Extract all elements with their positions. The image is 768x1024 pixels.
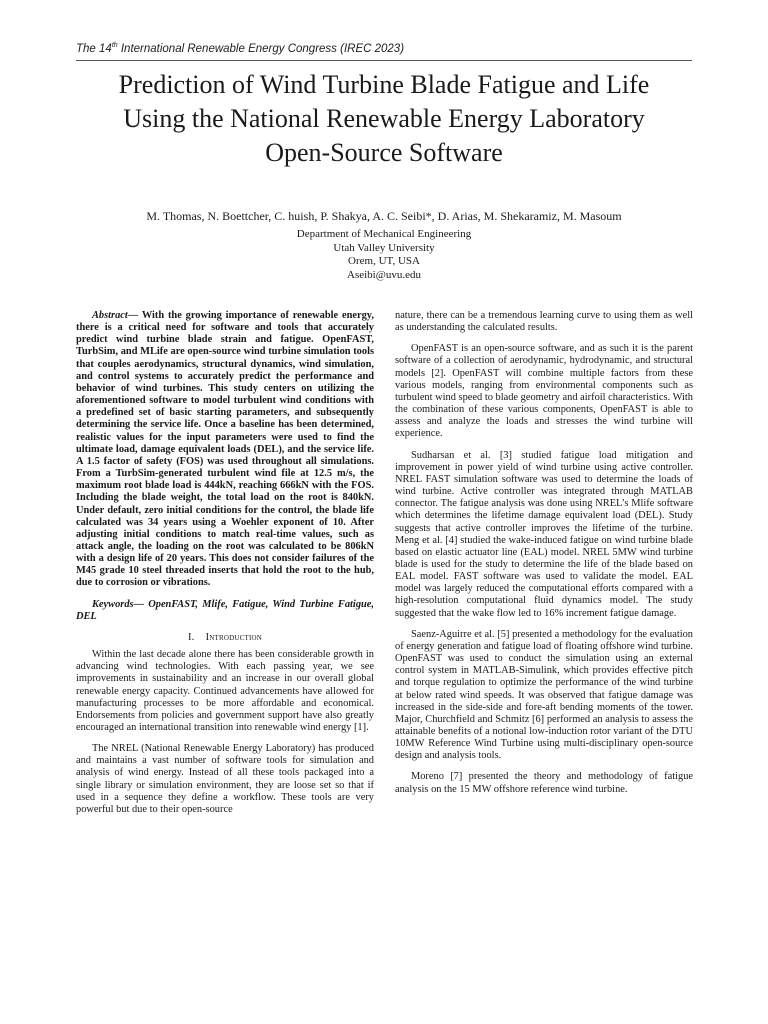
- abstract-label: Abstract: [92, 310, 128, 321]
- left-paragraph-1: Within the last decade alone there has been considerable growth in advancing wind technologies. With each passing year, we see improvements in sustainability and an increase in our overall global renewable energy capacity. Continued advancements have allowed for manufacturing processes to be more affordable and economical. Endorsements from policies and government support have also greatly encouraged an international transition into renewable wind energy [1].: [76, 649, 374, 733]
- left-column: [76, 310, 374, 825]
- affiliation: [60, 228, 708, 282]
- affiliation-univ: Utah Valley University: [333, 241, 435, 254]
- section-number: I.: [187, 631, 195, 643]
- right-paragraph-5: Moreno [7] presented the theory and methodology of fatigue analysis on the 15 MW offshore reference wind turbine.: [395, 771, 693, 795]
- title-line-2: Using the National Renewable Energy Laboratory: [123, 104, 645, 133]
- header-rest: International Renewable Energy Congress (IREC 2023): [117, 42, 405, 55]
- conference-header: [76, 42, 404, 55]
- authors: M. Thomas, N. Boettcher, C. huish, P. Shakya, A. C. Seibi*, D. Arias, M. Shekaramiz, M. Masoum: [146, 209, 622, 223]
- section-title: Introduction: [205, 631, 263, 643]
- right-paragraph-4: Saenz-Aguirre et al. [5] presented a methodology for the evaluation of energy generation and fatigue load of floating offshore wind turbine. OpenFAST was used to conduct the simulation using an external control system in MATLAB-Simulink, which provides effective pitch and torque regulation to optimize the performance of the wind turbine at below rated wind speeds. It was observed that fatigue damage was increased in the side-side and fore-aft bending moments of the tower. Major, Churchfield and Schmitz [6] performed an analysis to assess the attainable benefits of a notional low-induction rotor variant of the DTU 10MW Reference Wind Turbine using multi-disciplinary open-source design and analysis tools.: [395, 628, 693, 762]
- keywords-label: Keywords: [92, 598, 134, 610]
- title-line-1: Prediction of Wind Turbine Blade Fatigue and Life: [118, 70, 650, 99]
- abstract-text: — With the growing importance of renewable energy, there is a critical need for software and tools that accurately predict wind turbine blade strain and fatigue. OpenFAST, TurbSim, and MLife are open-source wind turbine simulation tools that couples aerodynamics, structural dynamics, wind simulation, and control systems to accurately predict the performance and behavior of wind turbines. This study centers on utilizing the aforementioned software to model turbulent wind conditions with a predefined set of basic starting parameters, and subsequently determining the service life. Once a baseline has been determined, realistic values for the input parameters were used to find the ultimate load, damage equivalent loads (DEL), and the service life. A 1.5 factor of safety (FOS) was used throughout all simulations. From a TurbSim-generated turbulent wind file at 12.5 m/s, the maximum root blade load is 444kN, reaching 666kN with the FOS. Including the blade weight, the total load on the root is 840kN. Under default, zero initial conditions for the control, the blade life calculated was 34 years using a Woehler exponent of 10. After adjusting initial conditions to match real-time values, such as attack angle, the loading on the root was calculated to be 806kN with a design life of 20 years. This does not consider failures of the M45 grade 10 steel threaded inserts that hold the root to the hub, due to corrosion or vibrations.: [76, 310, 374, 589]
- right-paragraph-2: OpenFAST is an open-source software, and as such it is the parent software of a collection of aerodynamic, hydrodynamic, and structural models [2]. OpenFAST will combine multiple factors from these various models, ranging from environmental components such as turbulent wind speed to blade geometry and airfoil characteristics. With the combination of these various components, OpenFAST is able to assess and analyze the loads and stresses the wind turbine will experience.: [395, 343, 693, 440]
- right-paragraph-1: nature, there can be a tremendous learning curve to using them as well as understanding the calculated results.: [395, 310, 693, 334]
- affiliation-city: Orem, UT, USA: [348, 255, 420, 268]
- right-paragraph-3: Sudharsan et al. [3] studied fatigue load mitigation and improvement in power yield of wind turbine using active controller. NREL FAST simulation software was used to determine the loads of wind turbine. Active controller was integrated through MATLAB connector. The fatigue analysis was done using NREL’s Mlife software which determines the lifetime damage equivalent load (DEL). Study suggests that active controller improves the lifetime of the turbine. Meng et al. [4] studied the wake-induced fatigue on wind turbine blade based on elastic actuator line (EAL) model. NREL 5MW wind turbine blade is used for the study to determine the life of the blade based on EAL model. FAST software was used to validate the model. EAL model was largely reduced the computational efforts compared with a high-resolution computational fluid dynamics model. The study suggested that the wake flow led to 16% increment fatigue damage.: [395, 449, 693, 619]
- right-column: [395, 310, 693, 805]
- header-sup: th: [111, 42, 118, 49]
- affiliation-email: Aseibi@uvu.edu: [347, 268, 421, 281]
- left-paragraph-2: The NREL (National Renewable Energy Laboratory) has produced and maintains a vast number of software tools for simulation and analysis of wind energy. Instead of all these tools packaged into a single library or simulation environment, they are loose set so that if used in a sequence they define a workflow. These tools are very powerful but due to their open-source: [76, 743, 374, 815]
- affiliation-dept: Department of Mechanical Engineering: [296, 228, 472, 240]
- keywords-text: — OpenFAST, Mlife, Fatigue, Wind Turbine Fatigue, DEL: [76, 598, 374, 622]
- abstract: [76, 310, 374, 590]
- section-heading-introduction: [76, 632, 374, 644]
- header-rule: [76, 60, 692, 61]
- paper-title: [60, 68, 708, 170]
- keywords: [76, 599, 374, 623]
- header-prefix: The 14: [76, 42, 112, 55]
- title-line-3: Open-Source Software: [265, 138, 503, 167]
